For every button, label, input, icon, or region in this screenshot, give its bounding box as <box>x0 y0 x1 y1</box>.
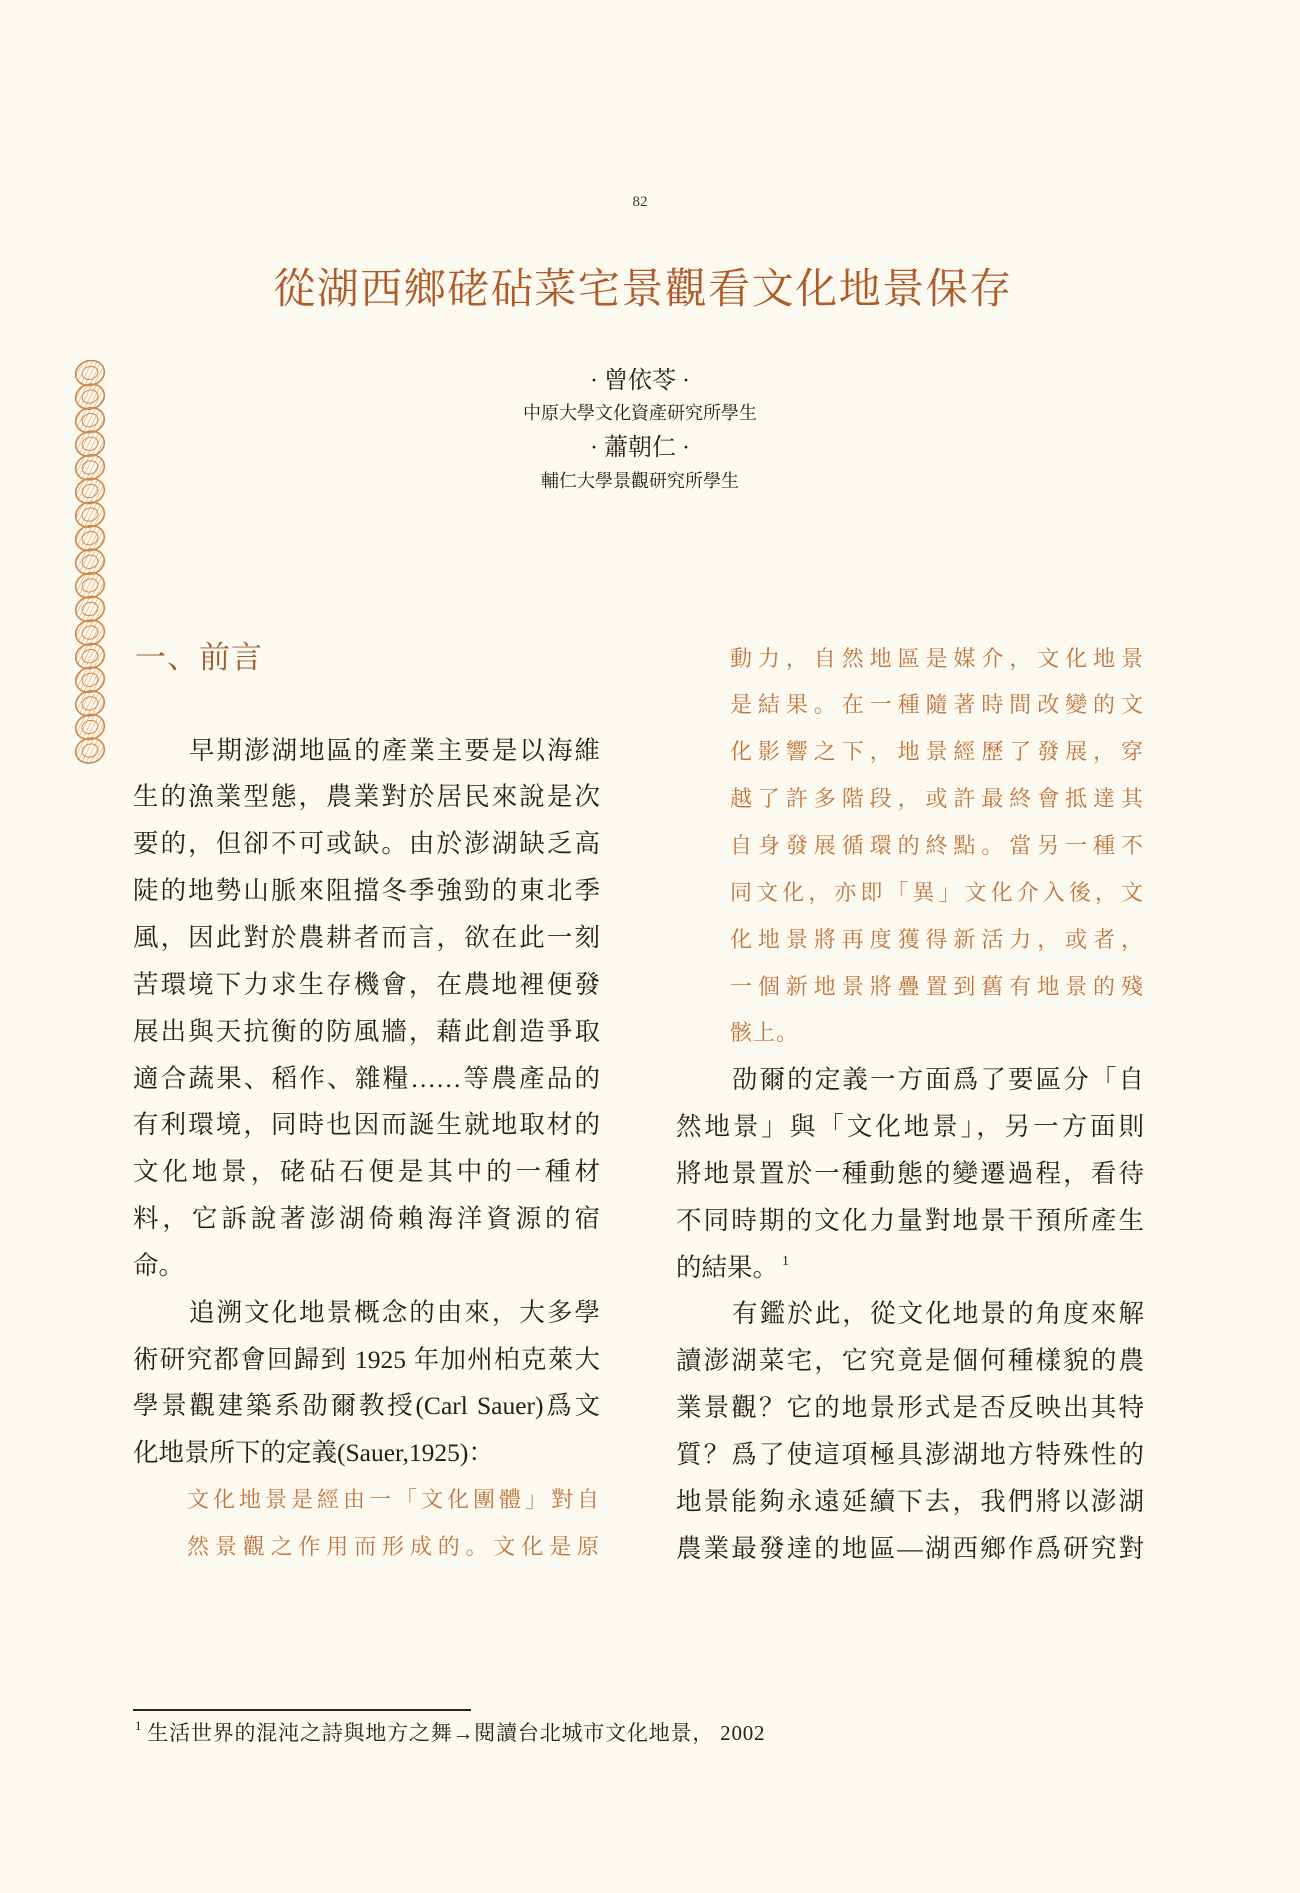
text-line: 風，因此對於農耕者而言，欲在此一刻 <box>133 922 600 952</box>
quote-line: 同文化，亦即「異」文化介入後，文 <box>730 879 1144 905</box>
text-line <box>676 1245 1144 1292</box>
ornament-ovals <box>72 360 107 767</box>
paragraph <box>133 728 600 1290</box>
text-line: 苦環境下力求生存機會，在農地裡便發 <box>133 969 600 999</box>
text-line: 化地景所下的定義(Sauer,1925)： <box>133 1438 494 1468</box>
text-line: 展出與天抗衡的防風牆，藉此創造爭取 <box>133 1016 600 1046</box>
paragraph <box>676 1057 1144 1291</box>
text-line: 有鑑於此，從文化地景的角度來解 <box>732 1299 1144 1329</box>
footnote-marker: 1 <box>135 1717 143 1733</box>
text-line: 質？爲了使這項極具澎湖地方特殊性的 <box>676 1439 1144 1469</box>
author-name: · 曾依苓 · <box>590 368 690 394</box>
footnote-reference: 1 <box>782 1254 790 1270</box>
text-line: 有利環境，同時也因而誕生就地取材的 <box>133 1110 600 1140</box>
left-column <box>133 728 600 1571</box>
quote-line: 化地景將再度獲得新活力，或者， <box>730 926 1144 952</box>
text-line: 學景觀建築系劭爾教授(Carl Sauer)爲文 <box>133 1391 600 1421</box>
quote-line: 然景觀之作用而形成的。文化是原 <box>187 1533 600 1559</box>
text-line: 劭爾的定義一方面爲了要區分「自 <box>732 1065 1144 1095</box>
paragraph <box>133 1290 600 1477</box>
text-line: 要的，但卻不可或缺。由於澎湖缺乏高 <box>133 829 600 859</box>
text-line: 生的漁業型態，農業對於居民來說是次 <box>133 782 600 812</box>
text-line: 術研究都會回歸到 1925 年加州柏克萊大 <box>133 1344 600 1374</box>
text-line: 將地景置於一種動態的變遷過程，看待 <box>676 1158 1144 1188</box>
quote-line: 越了許多階段，或許最終會抵達其 <box>730 786 1144 812</box>
text-line: 讀澎湖菜宅，它究竟是個何種樣貌的農 <box>676 1346 1144 1376</box>
text-line: 然地景」與「文化地景」，另一方面則 <box>676 1112 1144 1142</box>
ornament-oval <box>72 734 107 766</box>
text-line: 命。 <box>133 1250 185 1280</box>
quote-line: 動力，自然地區是媒介，文化地景 <box>730 645 1144 671</box>
block-quote <box>187 1477 600 1571</box>
text-line: 文化地景，硓砧石便是其中的一種材 <box>133 1157 600 1187</box>
text-line: 業景觀？它的地景形式是否反映出其特 <box>676 1393 1144 1423</box>
author-affiliation: 中原大學文化資產研究所學生 <box>523 403 757 424</box>
text-line: 地景能夠永遠延續下去，我們將以澎湖 <box>676 1486 1144 1516</box>
quote-line: 是結果。在一種隨著時間改變的文 <box>730 692 1144 718</box>
text-line: 早期澎湖地區的產業主要是以海維 <box>189 735 600 765</box>
text-line: 適合蔬果、稻作、雜糧……等農產品的 <box>133 1063 600 1093</box>
quote-line: 自身發展循環的終點。當另一種不 <box>730 832 1144 858</box>
footnote <box>135 1717 766 1745</box>
block-quote <box>730 636 1144 1058</box>
decorative-ornament <box>70 360 110 770</box>
text-line: 陡的地勢山脈來阻擋冬季強勁的東北季 <box>133 876 600 906</box>
text-line: 料，它訴說著澎湖倚賴海洋資源的宿 <box>133 1204 600 1234</box>
line-text: 的結果。 <box>676 1252 779 1282</box>
footnote-text: 生活世界的混沌之詩與地方之舞→閱讀台北城市文化地景， 2002 <box>147 1721 766 1745</box>
author-name: · 蕭朝仁 · <box>590 435 690 461</box>
footnote-divider <box>133 1709 471 1711</box>
quote-line: 一個新地景將疊置到舊有地景的殘 <box>730 973 1144 999</box>
page-number: 82 <box>632 194 648 210</box>
article-title: 從湖西鄉硓砧菜宅景觀看文化地景保存 <box>273 267 1013 313</box>
quote-line: 文化地景是經由一「文化團體」對自 <box>187 1487 600 1513</box>
text-line: 追溯文化地景概念的由來，大多學 <box>189 1297 600 1327</box>
section-heading: 一、前言 <box>135 640 263 675</box>
right-column <box>676 636 1144 1573</box>
author-affiliation: 輔仁大學景觀研究所學生 <box>541 471 739 492</box>
text-line: 農業最發達的地區—湖西鄉作爲研究對 <box>676 1533 1144 1563</box>
paragraph <box>676 1291 1144 1572</box>
quote-line: 骸上。 <box>730 1020 800 1046</box>
text-line: 不同時期的文化力量對地景干預所產生 <box>676 1205 1144 1235</box>
quote-line: 化影響之下，地景經歷了發展，穿 <box>730 739 1144 765</box>
